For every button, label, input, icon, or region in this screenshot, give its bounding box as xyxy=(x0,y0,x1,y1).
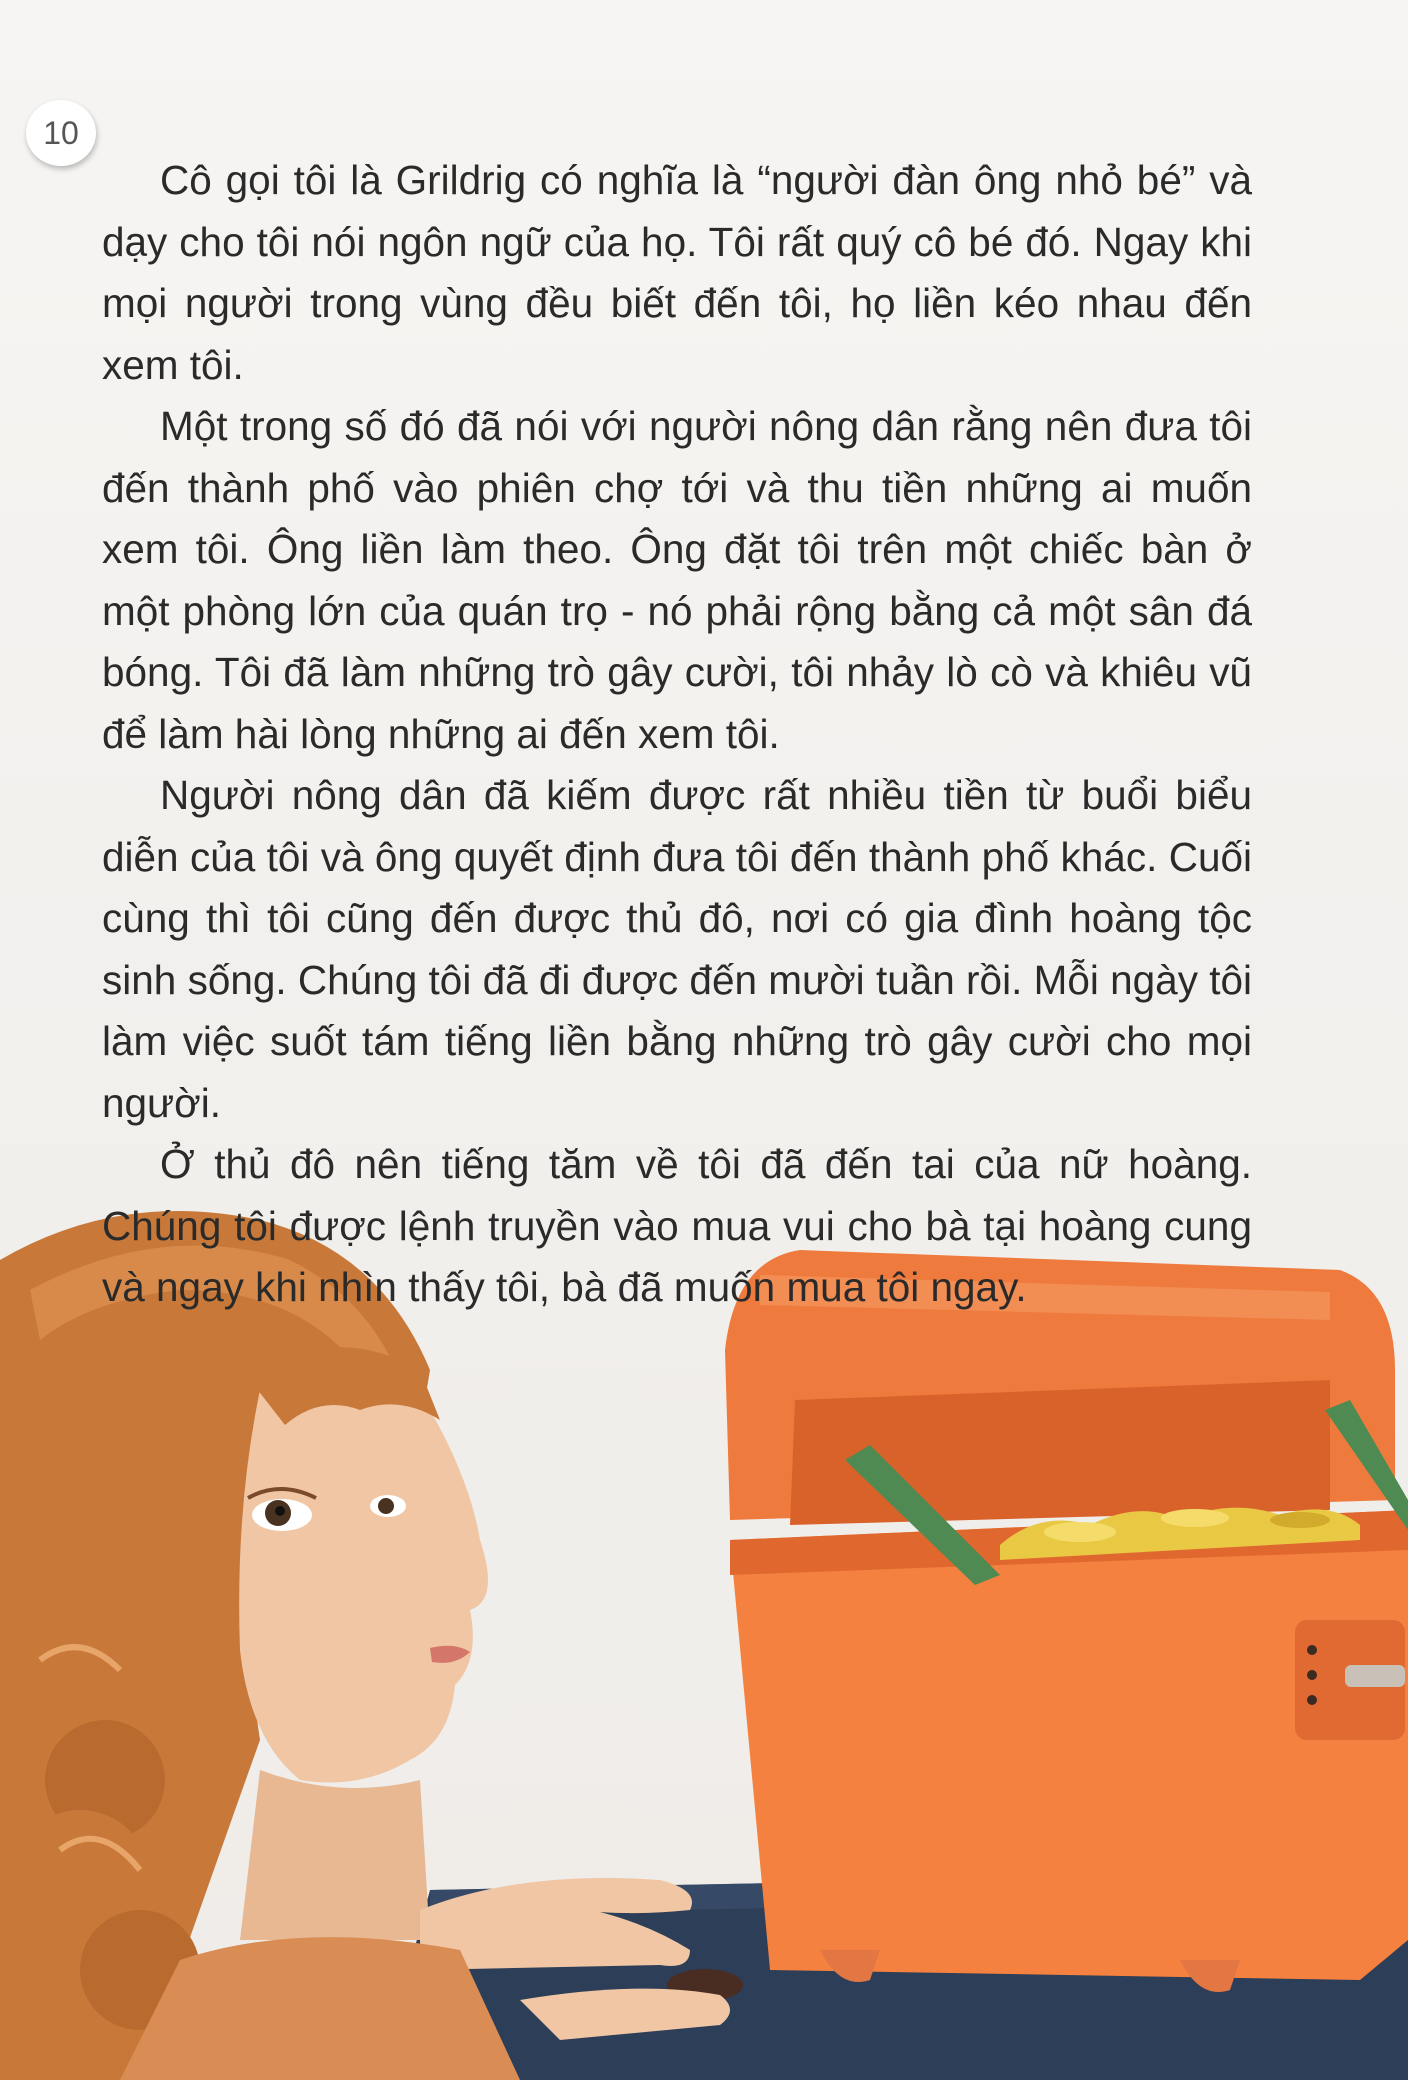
girl xyxy=(0,1211,730,2080)
story-text xyxy=(102,150,1252,1319)
paragraph-4: Ở thủ đô nên tiếng tăm về tôi đã đến tai của nữ hoàng. Chúng tôi được lệnh truyền vào mua vui cho bà tại hoàng cung và ngay khi nhìn thấy tôi, bà đã muốn mua tôi ngay. xyxy=(102,1141,1252,1310)
paragraph-1: Cô gọi tôi là Grildrig có nghĩa là “người đàn ông nhỏ bé” và dạy cho tôi nói ngôn ngữ của họ. Tôi rất quý cô bé đó. Ngay khi mọi người trong vùng đều biết đến tôi, họ liền kéo nhau đến xem tôi. xyxy=(102,157,1252,388)
page-number-badge xyxy=(26,100,96,166)
treasure-chest xyxy=(725,1250,1408,1992)
page-number: 10 xyxy=(43,114,79,151)
paragraph-3: Người nông dân đã kiếm được rất nhiều tiền từ buổi biểu diễn của tôi và ông quyết định đưa tôi đến thành phố khác. Cuối cùng thì tôi cũng đến được thủ đô, nơi có gia đình hoàng tộc sinh sống. Chúng tôi đã đi được đến mười tuần rồi. Mỗi ngày tôi làm việc suốt tám tiếng liền bằng những trò gây cười cho mọi người. xyxy=(102,772,1252,1126)
girl-face xyxy=(239,1374,488,1783)
paragraph-2: Một trong số đó đã nói với người nông dân rằng nên đưa tôi đến thành phố vào phiên chợ tới và thu tiền những ai muốn xem tôi. Ông liền làm theo. Ông đặt tôi trên một chiếc bàn ở một phòng lớn của quán trọ - nó phải rộng bằng cả một sân đá bóng. Tôi đã làm những trò gây cười, tôi nhảy lò cò và khiêu vũ để làm hài lòng những ai đến xem tôi. xyxy=(102,403,1252,757)
key xyxy=(1345,1665,1405,1687)
